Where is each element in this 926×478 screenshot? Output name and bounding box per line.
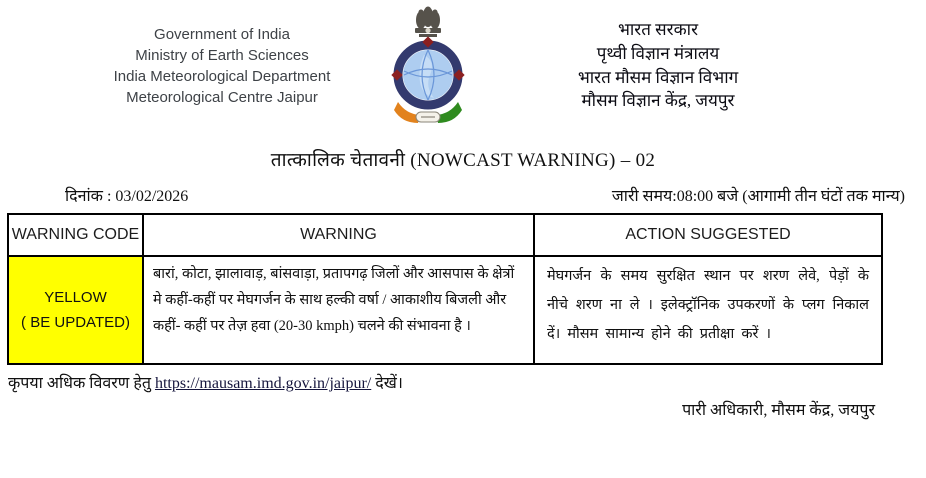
warning-code-cell (9, 257, 144, 363)
page-title: तात्कालिक चेतावनी (NOWCAST WARNING) – 02 (270, 150, 656, 171)
issue-time-text: जारी समय:08:00 बजे (आगामी तीन घंटों तक मान्य) (611, 188, 905, 205)
signature-text: पारी अधिकारी, मौसम केंद्र, जयपुर (682, 402, 875, 419)
header-line-department: India Meteorological Department (113, 68, 331, 85)
warning-table (7, 213, 883, 365)
header-line-centre: Meteorological Centre Jaipur (126, 89, 318, 106)
imd-emblem-logo (388, 5, 468, 127)
imd-emblem-svg (388, 5, 468, 127)
more-info-suffix: देखें। (371, 375, 403, 392)
warning-text-cell: बारां, कोटा, झालावाड़, बांसवाड़ा, प्रतापगढ़ जिलों और आसपास के क्षेत्रों मे कहीं-कहीं पर मेघगर्जन के साथ हल्की वर्षा / आकाशीय बिजली और कहीं- कहीं पर तेज़ हवा (20-30 kmph) चलने की संभावना है । (144, 257, 535, 363)
column-header-action-suggested: ACTION SUGGESTED (535, 215, 881, 257)
header-line-mausam-vibhag: भारत मौसम विज्ञान विभाग (577, 67, 739, 87)
header-line-government: Government of India (154, 26, 290, 43)
more-info-prefix: कृपया अधिक विवरण हेतु (8, 375, 155, 392)
header-line-prithvi-vigyan: पृथ्वी विज्ञान मंत्रालय (596, 43, 720, 63)
action-suggested-cell: मेघगर्जन के समय सुरक्षित स्थान पर शरण लेवे, पेड़ों के नीचे शरण ना ले । इलेक्ट्रॉनिक उपकरणों के प्लग निकाल दें। मौसम सामान्य होने की प्रतीक्षा करें । (547, 268, 869, 342)
website-link[interactable]: https://mausam.imd.gov.in/jaipur/ (154, 375, 372, 392)
chakra-icon (425, 28, 430, 33)
date-text: दिनांक : 03/02/2026 (65, 188, 189, 205)
column-header-warning-code: WARNING CODE (9, 215, 144, 257)
header-line-ministry: Ministry of Earth Sciences (135, 47, 309, 64)
header-line-kendra-jaipur: मौसम विज्ञान केंद्र, जयपुर (581, 91, 735, 111)
header-hindi-block (543, 18, 773, 113)
more-info-note (8, 371, 403, 393)
meta-row (65, 184, 905, 206)
warning-code-value: YELLOW (44, 289, 107, 306)
column-header-warning: WARNING (144, 215, 535, 257)
warning-code-note: ( BE UPDATED) (21, 314, 130, 331)
header-english-block (72, 24, 372, 108)
header-line-bharat-sarkar: भारत सरकार (617, 20, 699, 39)
